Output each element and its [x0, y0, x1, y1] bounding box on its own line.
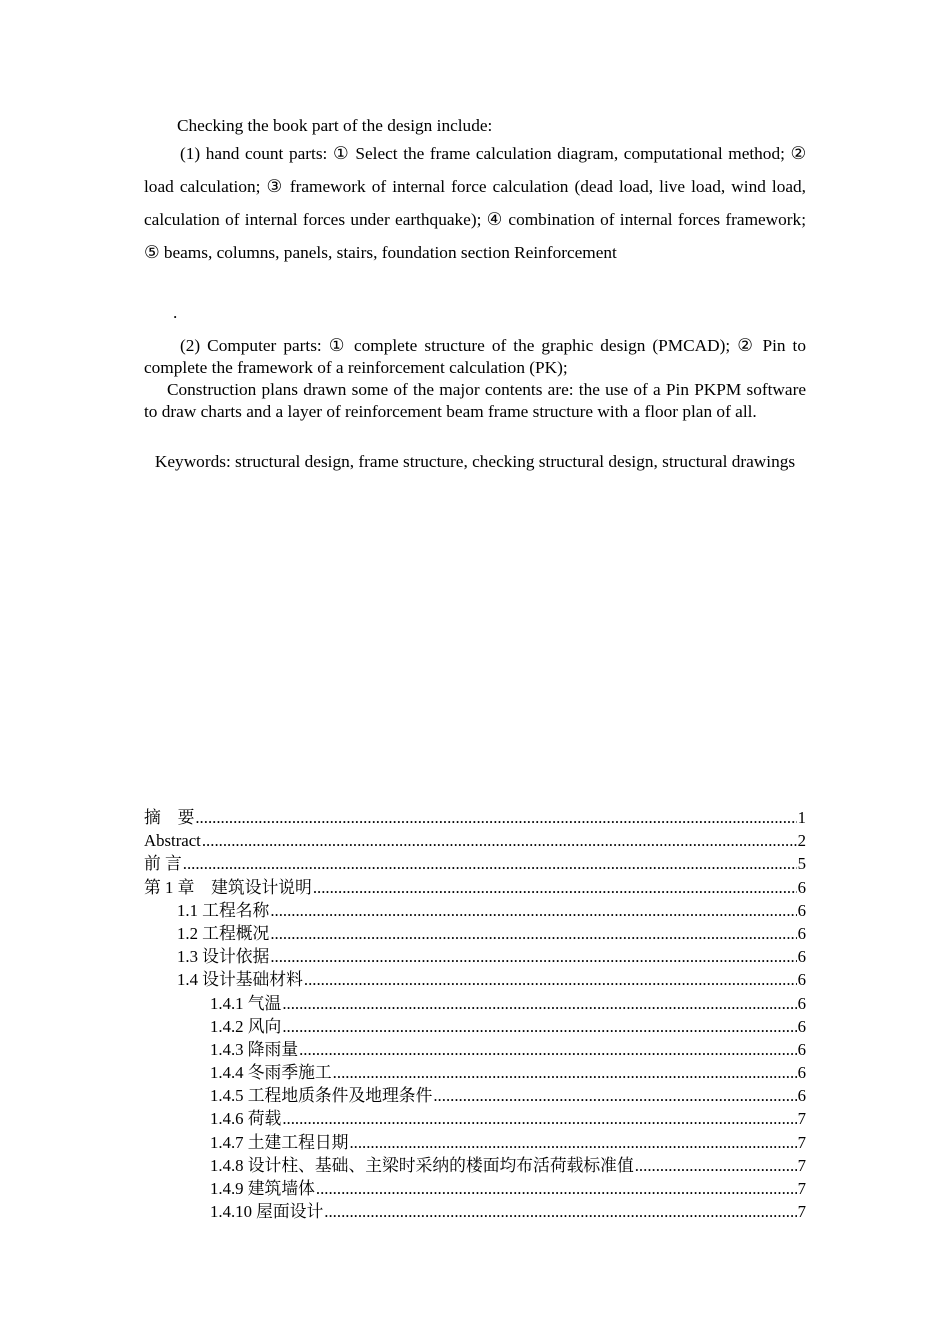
- toc-entry-page: 1: [797, 808, 806, 827]
- toc-entry-page: 7: [797, 1109, 806, 1129]
- toc-leader-dots: [316, 1177, 797, 1200]
- toc-entry-page: 7: [797, 1202, 806, 1222]
- toc-entry-page: 6: [797, 1016, 806, 1036]
- toc-entry[interactable]: [144, 1131, 806, 1154]
- toc-entry-title: 第 1 章 建筑设计说明: [144, 877, 312, 897]
- toc-entry-title: 1.4.5 工程地质条件及地理条件: [210, 1086, 433, 1106]
- toc-leader-dots: [270, 922, 796, 945]
- toc-entry-title: 1.4.1 气温: [210, 993, 282, 1013]
- toc-entry[interactable]: [144, 968, 806, 991]
- toc-entry[interactable]: [144, 852, 806, 875]
- toc-entry-page: 6: [797, 923, 806, 943]
- toc-entry-page: 7: [797, 1132, 806, 1152]
- toc-entry-title: 1.4.4 冬雨季施工: [210, 1063, 332, 1083]
- toc-leader-dots: [202, 829, 797, 852]
- toc-entry[interactable]: [144, 899, 806, 922]
- hand-count-paragraph: (1) hand count parts: ① Select the frame calculation diagram, computational method; ② load calculation; ③ framework of internal force calculation (dead load, live load, wind load, calculation of internal forces under earthquake); ④ combination of internal forces framework; ⑤ beams, columns, panels, stairs, foundation section Reinforcement: [144, 144, 806, 262]
- toc-entry-page: 2: [797, 831, 806, 851]
- stray-dot: .: [173, 303, 178, 322]
- toc-leader-dots: [313, 876, 797, 899]
- toc-entry[interactable]: [144, 1061, 806, 1084]
- toc-entry-title: 1.4.7 土建工程日期: [210, 1132, 349, 1152]
- toc-entry[interactable]: [144, 806, 806, 829]
- toc-leader-dots: [635, 1154, 797, 1177]
- toc-entry[interactable]: [144, 1177, 806, 1200]
- toc-entry-title: 摘 要: [144, 808, 195, 827]
- toc-entry[interactable]: [144, 876, 806, 899]
- toc-entry[interactable]: [144, 1084, 806, 1107]
- toc-entry-page: 7: [797, 1179, 806, 1198]
- toc-leader-dots: [304, 968, 797, 991]
- construction-plans-paragraph: Construction plans drawn some of the major contents are: the use of a Pin PKPM software to draw charts and a layer of reinforcement beam frame structure with a floor plan of all.: [144, 380, 806, 421]
- toc-leader-dots: [270, 899, 796, 922]
- toc-leader-dots: [299, 1038, 797, 1061]
- toc-entry[interactable]: [144, 992, 806, 1015]
- toc-leader-dots: [349, 1131, 796, 1154]
- toc-entry-page: 6: [797, 970, 806, 990]
- toc-entry-page: 6: [797, 877, 806, 897]
- toc-entry[interactable]: [144, 945, 806, 968]
- toc-entry-page: 6: [797, 1086, 806, 1106]
- toc-entry-page: 6: [797, 1039, 806, 1059]
- toc-entry-title: 1.4.3 降雨量: [210, 1039, 299, 1059]
- toc-entry-title: Abstract: [144, 831, 201, 851]
- toc-entry-page: 6: [797, 947, 806, 967]
- keywords-line: Keywords: structural design, frame structure, checking structural design, structural drawings: [154, 452, 796, 471]
- toc-leader-dots: [282, 992, 796, 1015]
- toc-leader-dots: [433, 1084, 796, 1107]
- toc-leader-dots: [333, 1061, 797, 1084]
- toc-entry-title: 1.4 设计基础材料: [177, 970, 303, 990]
- toc-leader-dots: [282, 1015, 796, 1038]
- toc-entry-page: 7: [797, 1155, 806, 1175]
- toc-entry-page: 6: [797, 900, 806, 920]
- toc-entry-title: 1.4.8 设计柱、基础、主梁时采纳的楼面均布活荷载标准值: [210, 1155, 634, 1175]
- toc-entry[interactable]: [144, 1038, 806, 1061]
- toc-leader-dots: [195, 806, 796, 829]
- toc-entry-title: 1.3 设计依据: [177, 947, 270, 967]
- abstract-intro: Checking the book part of the design include:: [177, 116, 493, 135]
- toc-entry[interactable]: [144, 1154, 806, 1177]
- table-of-contents: [144, 806, 806, 1223]
- toc-entry[interactable]: [144, 922, 806, 945]
- toc-entry-title: 1.4.6 荷载: [210, 1109, 282, 1129]
- toc-leader-dots: [324, 1200, 796, 1223]
- toc-entry-title: 1.4.2 风向: [210, 1016, 282, 1036]
- toc-entry-title: 1.2 工程概况: [177, 923, 270, 943]
- toc-entry-title: 1.4.10 屋面设计: [210, 1202, 324, 1222]
- toc-leader-dots: [183, 852, 797, 875]
- toc-entry-title: 前 言: [144, 854, 182, 874]
- toc-leader-dots: [282, 1107, 796, 1130]
- toc-entry-page: 6: [797, 993, 806, 1013]
- toc-leader-dots: [270, 945, 796, 968]
- toc-entry-page: 5: [797, 854, 806, 874]
- toc-entry[interactable]: [144, 1107, 806, 1130]
- toc-entry-title: 1.4.9 建筑墙体: [210, 1179, 315, 1198]
- toc-entry-page: 6: [797, 1063, 806, 1083]
- computer-parts-paragraph: (2) Computer parts: ① complete structure of the graphic design (PMCAD); ② Pin to complete the framework of a reinforcement calculation (PK);: [144, 336, 806, 377]
- toc-entry[interactable]: [144, 1200, 806, 1223]
- toc-entry[interactable]: [144, 1015, 806, 1038]
- toc-entry[interactable]: [144, 829, 806, 852]
- toc-entry-title: 1.1 工程名称: [177, 900, 270, 920]
